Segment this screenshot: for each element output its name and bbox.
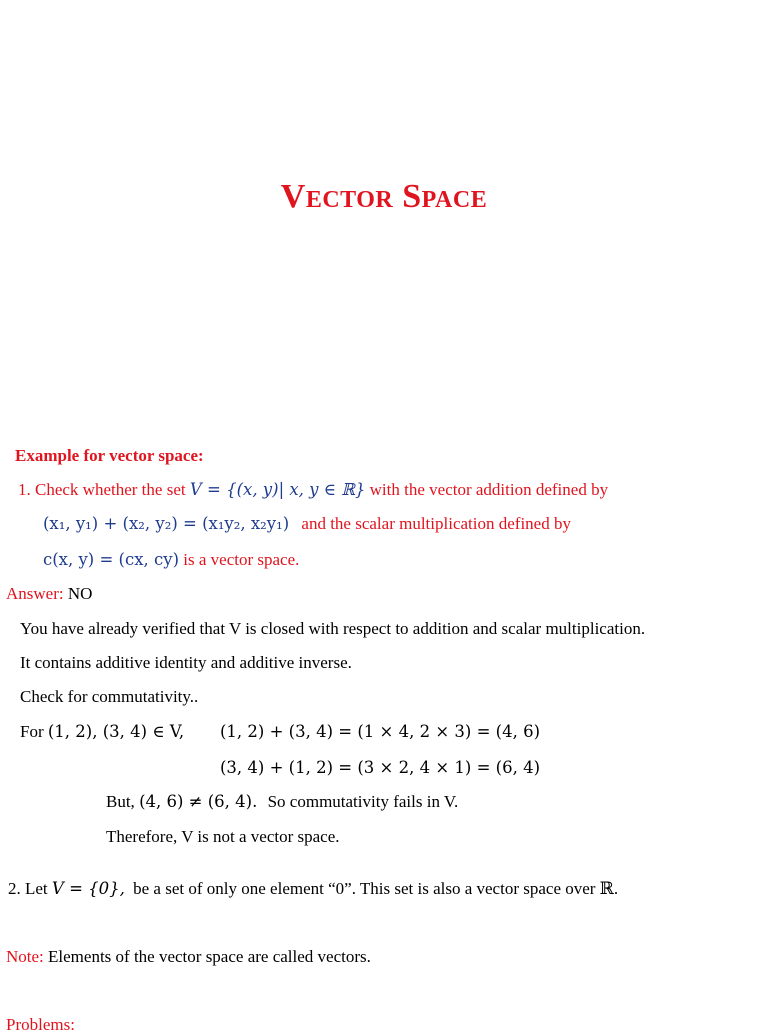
- for-label: For: [20, 722, 48, 741]
- problem-1-number: 1.: [18, 480, 31, 499]
- zero-set: V = {0},: [51, 879, 125, 898]
- for-line: [20, 721, 184, 743]
- inequality: (4, 6) ≠ (6, 4).: [139, 792, 258, 811]
- problem-2-number: 2. Let: [8, 879, 52, 898]
- answer-commutativity: Check for commutativity..: [20, 687, 199, 706]
- answer-label: Answer:: [6, 584, 68, 603]
- note-label: Note:: [6, 947, 49, 966]
- commutativity-fails: So commutativity fails in V.: [267, 792, 459, 811]
- problem-1-line-3: [43, 549, 299, 571]
- scalar-definition: c(x, y) = (cx, cy): [43, 550, 180, 569]
- answer-identity: It contains additive identity and additive inverse.: [20, 653, 352, 672]
- but-label: But,: [106, 792, 140, 811]
- but-line: [106, 791, 458, 813]
- problems-heading-partial: Problems:: [6, 1015, 75, 1034]
- for-elements: (1, 2), (3, 4) ∈ V,: [47, 722, 185, 741]
- problem-1-line-2: [43, 513, 571, 535]
- example-heading: Example for vector space:: [15, 446, 204, 465]
- problem-2-text: be a set of only one element “0”. This set is also a vector space over ℝ.: [133, 879, 619, 898]
- note: [6, 946, 371, 968]
- answer-value: NO: [67, 584, 93, 603]
- equation-1: (1, 2) + (3, 4) = (1 × 4, 2 × 3) = (4, 6): [220, 722, 541, 741]
- answer-closure: You have already verified that V is closed with respect to addition and scalar multiplication.: [20, 619, 646, 638]
- note-text: Elements of the vector space are called vectors.: [48, 947, 371, 966]
- problem-1-intro: Check whether the set: [35, 480, 190, 499]
- problem-1-question: is a vector space.: [179, 550, 300, 569]
- conclusion: Therefore, V is not a vector space.: [106, 827, 340, 846]
- problem-2: [8, 878, 618, 900]
- equation-2: (3, 4) + (1, 2) = (3 × 2, 4 × 1) = (6, 4): [220, 758, 541, 777]
- scalar-intro: and the scalar multiplication defined by: [301, 514, 571, 533]
- problem-1-addition-intro: with the vector addition defined by: [365, 480, 609, 499]
- set-definition: V = {(x, y)| x, y ∈ ℝ}: [189, 480, 366, 499]
- page-title: Vector Space: [280, 178, 488, 215]
- answer-line: [6, 583, 92, 605]
- problem-1-line-1: [18, 479, 608, 501]
- addition-definition: (x₁, y₁) + (x₂, y₂) = (x₁y₂, x₂y₁): [43, 514, 290, 533]
